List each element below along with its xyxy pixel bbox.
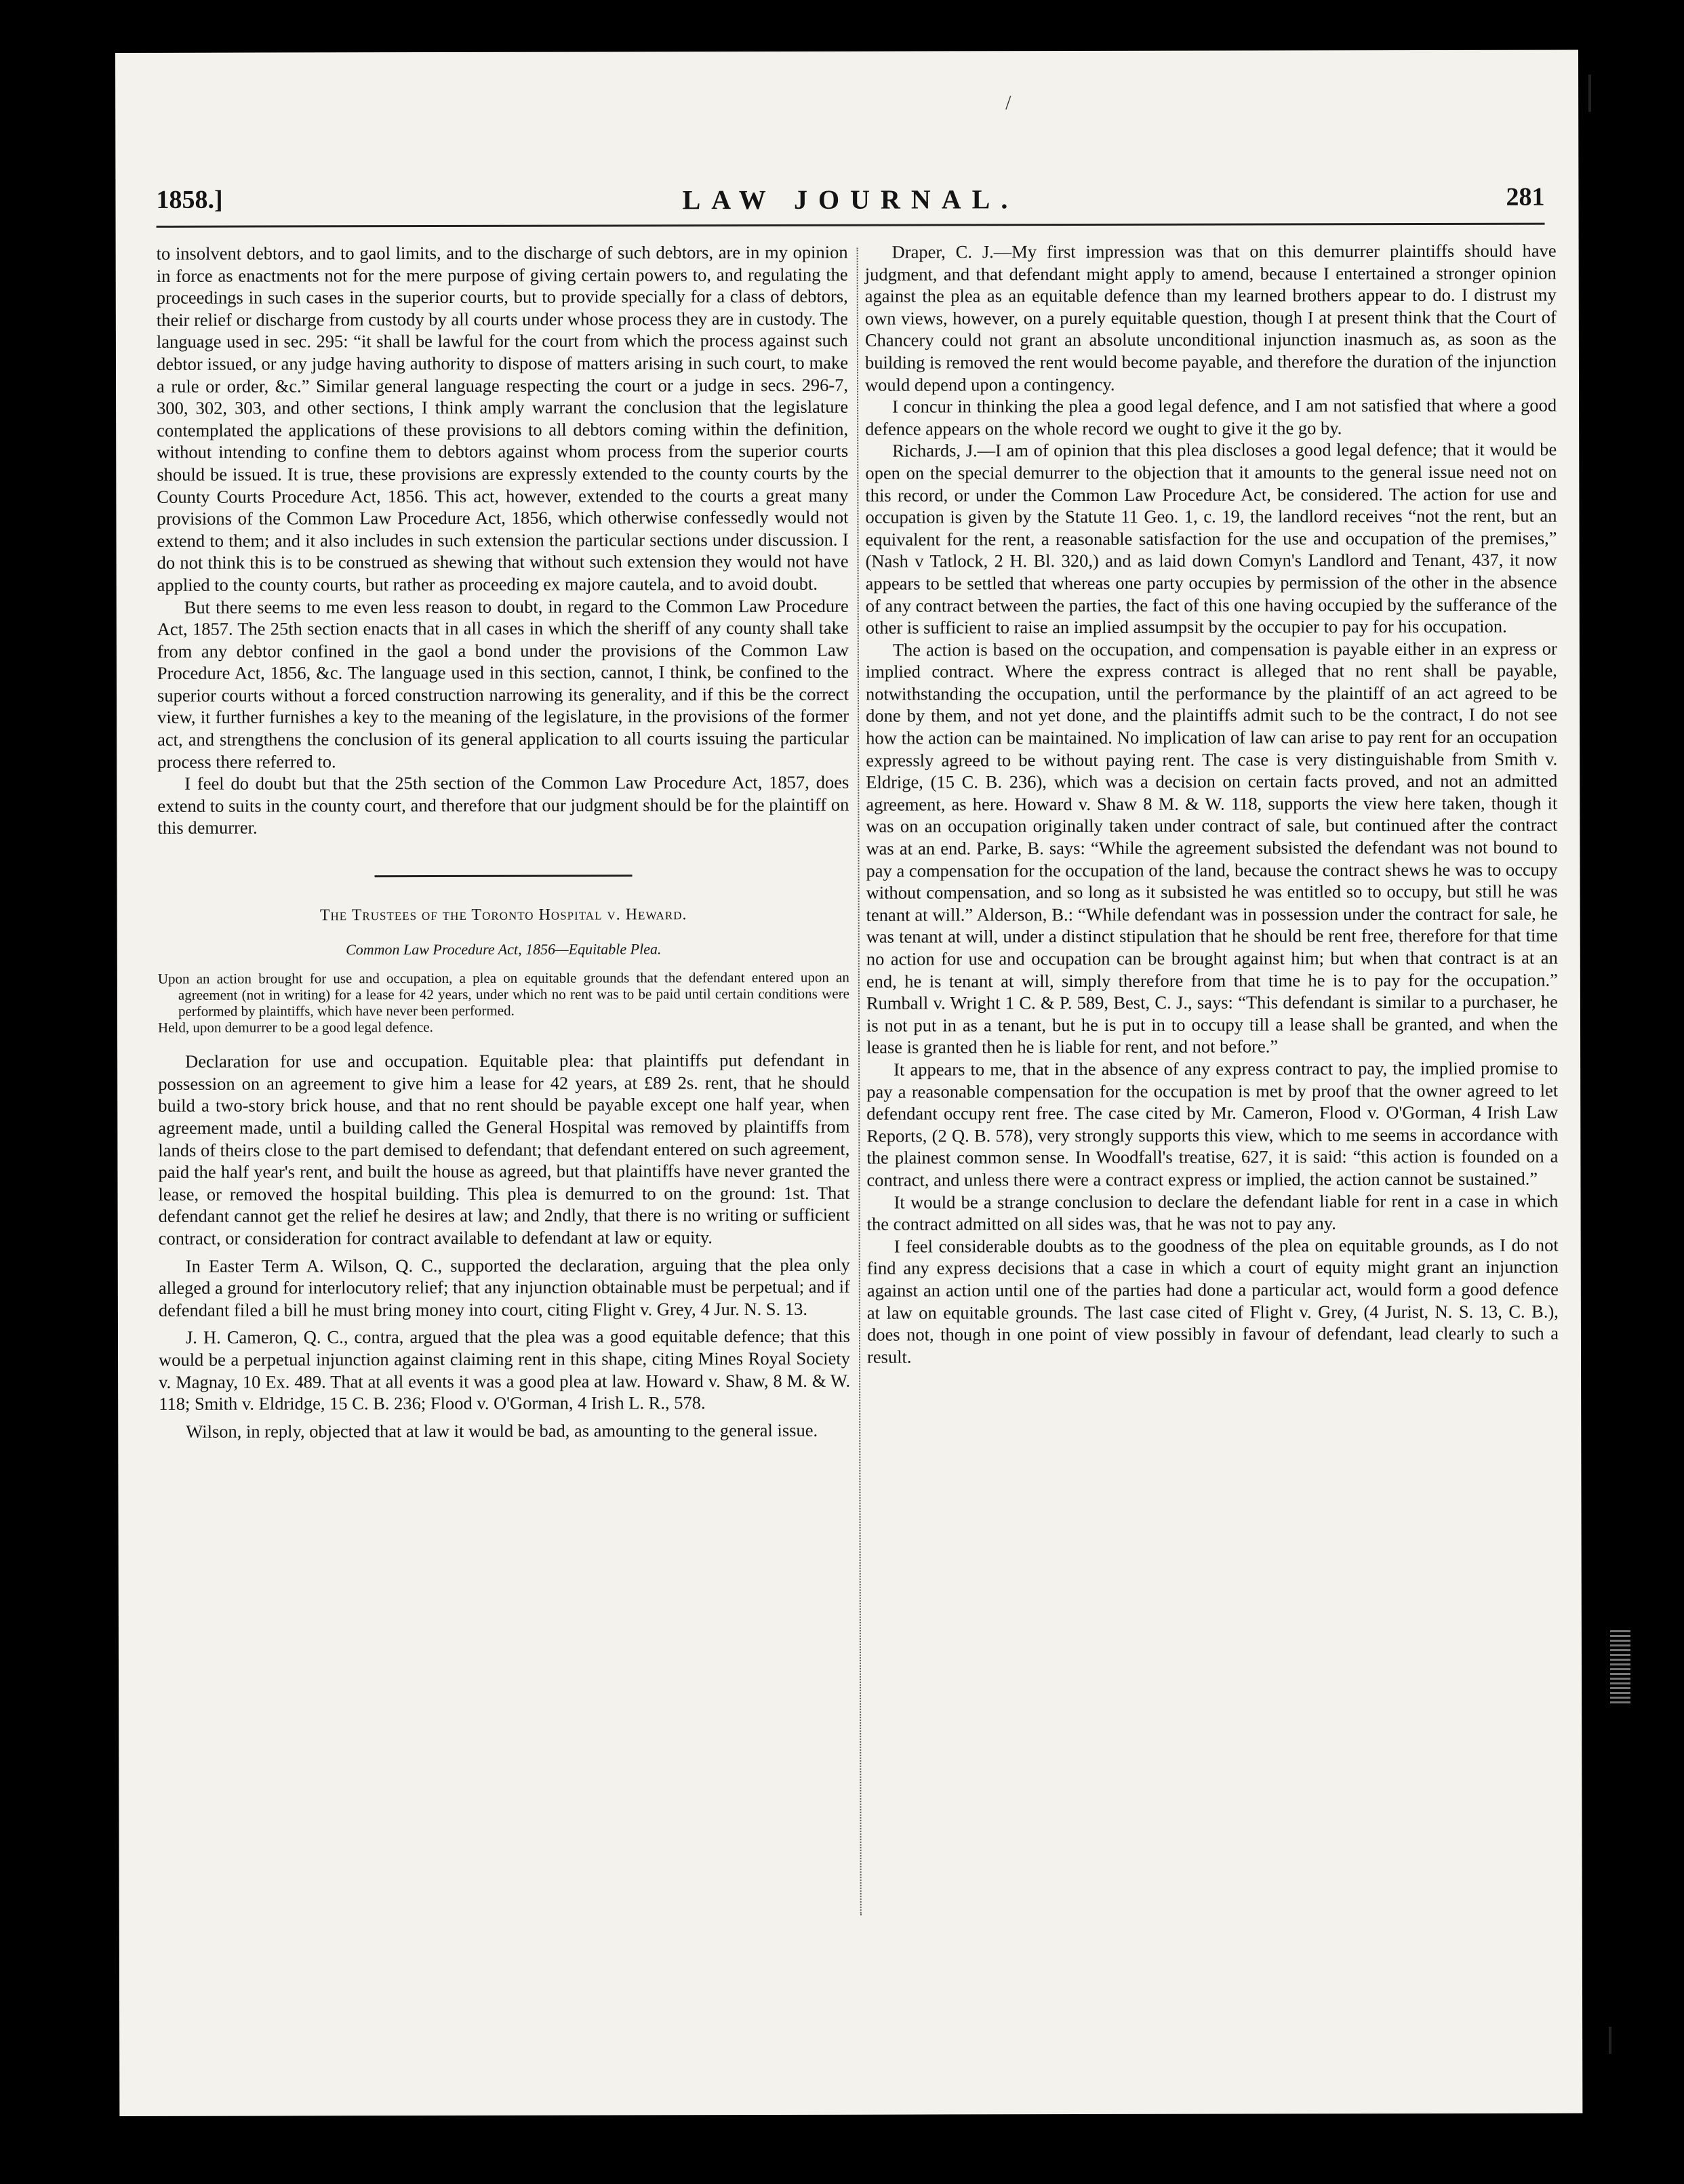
- case-title: The Trustees of the Toronto Hospital v. Heward.: [319, 906, 687, 925]
- column-divider: [857, 248, 862, 1916]
- left-column: [157, 241, 851, 1442]
- section-rule: [375, 874, 633, 877]
- right-paragraph: I feel considerable doubts as to the goodness of the plea on equitable grounds, as I do not find any express decisions that a case in which a court of equity might grant an injunction against an action until one of the parties had done a particular act, would form a good defence at law on equitable grounds. The last case cited of Flight v. Grey, (4 Jurist, N. S. 13, C. B.), does not, though in one point of view possibly in favour of defendant, lead clearly to such a result.: [866, 1234, 1559, 1367]
- scan-edge-noise: [1610, 1630, 1630, 1705]
- newspaper-page: [115, 49, 1582, 2116]
- right-paragraph: It would be a strange conclusion to declare the defendant liable for rent in a case in which the contract admitted on all sides was, that he was not to pay any.: [866, 1190, 1559, 1234]
- right-column: [865, 240, 1559, 1368]
- case-paragraph: Declaration for use and occupation. Equitable plea: that plaintiffs put defendant in possession on an agreement to give him a lease for 42 years, at £89 2s. rent, that he should build a two-story brick house, and that no rent should be payable except one half year, when agreement made, until a building called the General Hospital was removed by plaintiffs from lands of theirs close to the part demised to defendant; that defendant entered on such agreement, paid the half year's rent, and built the house as agreed, but that plaintiffs have never granted the lease, or removed the hospital building. This plea is demurred to on the ground: 1st. That defendant cannot get the relief he desires at law; and 2ndly, that there is no writing or sufficient contract, or consideration for contract available to defendant at law or equity.: [158, 1049, 850, 1249]
- case-paragraph: In Easter Term A. Wilson, Q. C., supported the declaration, arguing that the plea only alleged a ground for interlocutory relief; that any injunction obtainable must be perpetual; and if defendant filed a bill he must bring money into court, citing Flight v. Grey, 4 Jur. N. S. 13.: [158, 1254, 850, 1320]
- scan-edge-mark: [1609, 2027, 1611, 2054]
- case-paragraph: J. H. Cameron, Q. C., contra, argued that the plea was a good equitable defence; that this would be a perpetual injunction against claiming rent in this shape, citing Mines Royal Society v. Magnay, 10 Ex. 489. That at all events it was a good plea at law. Howard v. Shaw, 8 M. & W. 118; Smith v. Eldridge, 15 C. B. 236; Flood v. O'Gorman, 4 Irish L. R., 578.: [159, 1326, 851, 1414]
- top-margin-mark: /: [1005, 92, 1011, 115]
- left-paragraph: to insolvent debtors, and to gaol limits, and to the discharge of such debtors, are in my opinion in force as enactments not for the mere purpose of giving certain powers to, and regulating the proceedings in such cases in the superior courts, but to provide specially for a class of debtors, their relief or discharge from custody by all courts under whose process they are in custody. The language used in sec. 295: “it shall be lawful for the court from which the process against such debtor issued, or any judge having authority to dispose of matters arising in such court, to make a rule or order, &c.” Similar general language respecting the court or a judge in secs. 296-7, 300, 302, 303, and other sections, I think amply warrant the conclusion that the legislature contemplated the applications of these provisions to all debtors coming within the definition, without intending to confine them to debtors against whom process from the superior courts should be issued. It is true, these provisions are expressly extended to the county courts by the County Courts Procedure Act, 1856. This act, however, extended to the courts a great many provisions of the Common Law Procedure Act, 1856, which otherwise confessedly would not extend to them; and it also includes in such extension the particular sections under discussion. I do not think this is to be construed as shewing that without such extension they would not have applied to the county courts, but rather as proceeding ex majore cautela, and to avoid doubt.: [156, 241, 849, 595]
- case-headnote: Upon an action brought for use and occupation, a plea on equitable grounds that the defendant entered upon an agreement (not in writing) for a lease for 42 years, under which no rent was to be paid until certain conditions were performed by plaintiffs, which have never been performed.: [157, 969, 849, 1020]
- page-header: [156, 182, 1544, 228]
- header-title: LAW JOURNAL.: [682, 184, 1019, 216]
- right-paragraph: Richards, J.—I am of opinion that this plea discloses a good legal defence; that it would be open on the special demurrer to the objection that it amounts to the general issue need not on this record, or under the Common Law Procedure Act, be considered. The action for use and occupation is given by the Statute 11 Geo. 1, c. 19, the landlord receives “not the rent, but an equivalent for the rent, a reasonable satisfaction for the use and occupation of the premises,” (Nash v Tatlock, 2 H. Bl. 320,) and as laid down Comyn's Landlord and Tenant, 437, it now appears to be settled that whereas one party occupies by permission of the other in the absence of any contract between the parties, the fact of this one having occupied by the sufferance of the other is sufficient to raise an implied assumpsit by the occupier to pay for his occupation.: [865, 439, 1557, 638]
- right-paragraph: I concur in thinking the plea a good legal defence, and I am not satisfied that where a good defence appears on the whole record we ought to give it the go by.: [865, 395, 1557, 439]
- left-paragraph: I feel do doubt but that the 25th section of the Common Law Procedure Act, 1857, does extend to suits in the county court, and therefore that our judgment should be for the plaintiff on this demurrer.: [157, 771, 849, 838]
- case-subtitle: Common Law Procedure Act, 1856—Equitable Plea.: [346, 939, 662, 958]
- header-page-number: 281: [1506, 182, 1545, 211]
- right-paragraph: It appears to me, that in the absence of any express contract to pay, the implied promise to pay a reasonable compensation for the occupation is met by proof that the owner agreed to let defendant occupy rent free. The case cited by Mr. Cameron, Flood v. O'Gorman, 4 Irish Law Reports, (2 Q. B. 578), very strongly supports this view, which to me seems in accordance with the plainest common sense. In Woodfall's treatise, 627, it is said: “this action is founded on a contract, and unless there were a contract express or implied, the action cannot be sustained.”: [866, 1057, 1559, 1190]
- scan-edge-mark: [1588, 75, 1591, 112]
- right-paragraph: Draper, C. J.—My first impression was that on this demurrer plaintiffs should have judgment, and that defendant might apply to amend, because I entertained a stronger opinion against the plea as an equitable defence than my learned brothers appear to do. I distrust my own views, however, on a purely equitable question, though I at present think that the Court of Chancery could not grant an absolute unconditional injunction inasmuch as, as soon as the building is removed the rent would become payable, and therefore the duration of the injunction would depend upon a contingency.: [864, 240, 1557, 395]
- header-year: 1858.]: [156, 185, 223, 214]
- case-held: Held, upon demurrer to be a good legal defence.: [157, 1019, 433, 1036]
- case-paragraph: Wilson, in reply, objected that at law it would be bad, as amounting to the general issue.: [186, 1419, 818, 1442]
- right-paragraph: The action is based on the occupation, and compensation is payable either in an express or implied contract. Where the express contract is alleged that no rent shall be payable, notwithstanding the occupation, until the performance by the plaintiff of an act agreed to be done by them, and not yet done, and the plaintiffs admit such to be the contract, I do not see how the action can be maintained. No implication of law can arise to pay rent for an occupation expressly agreed to be without paying rent. The case is very distinguishable from Smith v. Eldrige, (15 C. B. 236), which was a decision on certain facts proved, and not an admitted agreement, as here. Howard v. Shaw 8 M. & W. 118, supports the view here taken, though it was on an occupation originally taken under contract of sale, but continued after the contract was at an end. Parke, B. says: “While the agreement subsisted the defendant was not bound to pay a compensation for the occupation of the land, because the contract shews he was to occupy without compensation, and so long as it subsisted he was entitled so to occupy, but still he was tenant at will.” Alderson, B.: “While defendant was in possession under the contract for sale, he was tenant at will, under a distinct stipulation that he should be rent free, therefore for that time no action for use and occupation can be brought against him; but when that contract is at an end, he is tenant at will, simply therefore from that time he is to pay for the occupation.” Rumball v. Wright 1 C. & P. 589, Best, C. J., says: “This defendant is similar to a purchaser, he is not put in as a tenant, but he is put in to occupy till a lease shall be granted, and when the lease is granted then he is liable for rent, and not before.”: [865, 638, 1559, 1058]
- left-paragraph: But there seems to me even less reason to doubt, in regard to the Common Law Procedure Act, 1857. The 25th section enacts that in all cases in which the sheriff of any county shall take from any debtor confined in the gaol a bond under the provisions of the Common Law Procedure Act, 1856, &c. The language used in this section, cannot, I think, be confined to the superior courts without a forced construction narrowing its generality, and if this be the correct view, it further furnishes a key to the meaning of the legislature, in the provisions of the former act, and strengthens the conclusion of its general application to all courts issuing the particular process there referred to.: [157, 595, 849, 772]
